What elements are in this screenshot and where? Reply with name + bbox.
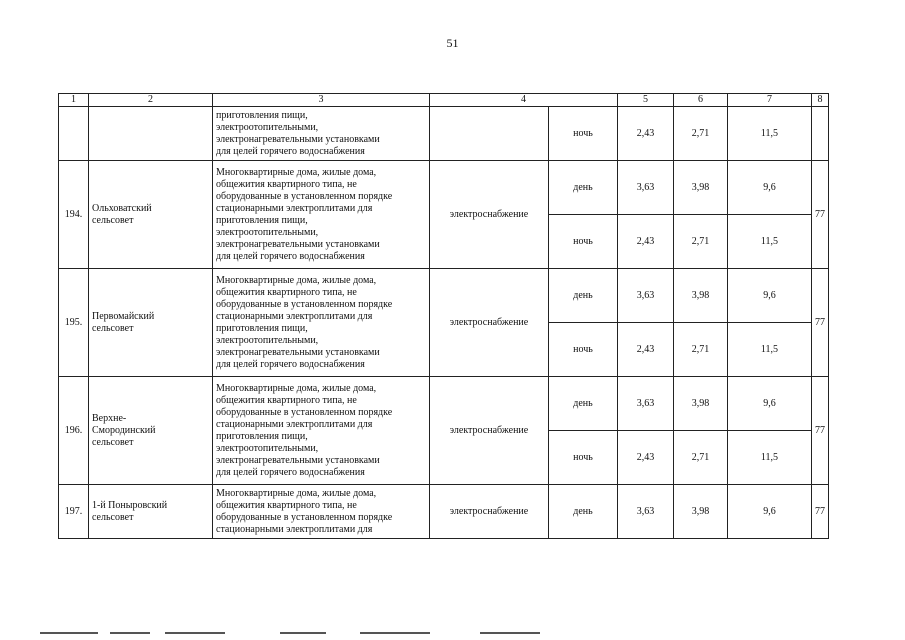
column-header: 1	[59, 94, 89, 107]
value-col7-cell: 9,6	[728, 269, 812, 323]
period-cell: ночь	[549, 107, 618, 161]
column-header: 8	[812, 94, 829, 107]
table-body	[59, 94, 829, 539]
column-header: 4	[430, 94, 618, 107]
value-col6-cell: 3,98	[674, 377, 728, 431]
period-cell: ночь	[549, 431, 618, 485]
row-number-cell: 195.	[59, 269, 89, 377]
municipality-cell: Первомайский сельсовет	[89, 269, 213, 377]
value-col8-cell	[812, 107, 829, 161]
value-col6-cell: 3,98	[674, 161, 728, 215]
column-header: 6	[674, 94, 728, 107]
value-col6-cell: 3,98	[674, 269, 728, 323]
municipality-cell: Ольховатский сельсовет	[89, 161, 213, 269]
description-cell: Многоквартирные дома, жилые дома, общежития квартирного типа, не оборудованные в установленном порядке стационарными электроплитами для приготовления пищи, электроотопительными, электронагревательными установками для целей горячего водоснабжения	[213, 161, 430, 269]
value-col5-cell: 3,63	[618, 161, 674, 215]
value-col5-cell: 3,63	[618, 485, 674, 539]
municipality-cell: Верхне- Смородинский сельсовет	[89, 377, 213, 485]
value-col5-cell: 2,43	[618, 107, 674, 161]
column-header: 5	[618, 94, 674, 107]
value-col6-cell: 2,71	[674, 215, 728, 269]
value-col5-cell: 2,43	[618, 215, 674, 269]
value-col6-cell: 2,71	[674, 431, 728, 485]
row-number-cell: 194.	[59, 161, 89, 269]
column-header: 2	[89, 94, 213, 107]
column-number-row	[59, 94, 829, 107]
table-row	[59, 107, 829, 161]
value-col7-cell: 11,5	[728, 215, 812, 269]
value-col7-cell: 9,6	[728, 485, 812, 539]
value-col8-cell: 77	[812, 161, 829, 269]
table-row	[59, 269, 829, 323]
page-number: 51	[446, 36, 459, 50]
period-cell: день	[549, 269, 618, 323]
municipality-cell: 1-й Поныровский сельсовет	[89, 485, 213, 539]
period-cell: ночь	[549, 323, 618, 377]
period-cell: ночь	[549, 215, 618, 269]
service-cell: электроснабжение	[430, 269, 549, 377]
table-row	[59, 377, 829, 431]
service-cell: электроснабжение	[430, 161, 549, 269]
value-col8-cell: 77	[812, 377, 829, 485]
row-number-cell: 196.	[59, 377, 89, 485]
description-cell: приготовления пищи, электроотопительными, электронагревательными установками для целей горячего водоснабжения	[213, 107, 430, 161]
value-col8-cell: 77	[812, 269, 829, 377]
municipality-cell	[89, 107, 213, 161]
column-header: 3	[213, 94, 430, 107]
description-cell: Многоквартирные дома, жилые дома, общежития квартирного типа, не оборудованные в установленном порядке стационарными электроплитами для приготовления пищи, электроотопительными, электронагревательными установками для целей горячего водоснабжения	[213, 377, 430, 485]
value-col8-cell: 77	[812, 485, 829, 539]
description-cell: Многоквартирные дома, жилые дома, общежития квартирного типа, не оборудованные в установленном порядке стационарными электроплитами для приготовления пищи, электроотопительными, электронагревательными установками для целей горячего водоснабжения	[213, 269, 430, 377]
service-cell: электроснабжение	[430, 377, 549, 485]
service-cell: электроснабжение	[430, 485, 549, 539]
value-col6-cell: 2,71	[674, 107, 728, 161]
period-cell: день	[549, 377, 618, 431]
value-col5-cell: 3,63	[618, 377, 674, 431]
value-col7-cell: 9,6	[728, 377, 812, 431]
period-cell: день	[549, 485, 618, 539]
row-number-cell	[59, 107, 89, 161]
table-row	[59, 161, 829, 215]
column-header: 7	[728, 94, 812, 107]
value-col7-cell: 11,5	[728, 431, 812, 485]
period-cell: день	[549, 161, 618, 215]
value-col7-cell: 11,5	[728, 107, 812, 161]
row-number-cell: 197.	[59, 485, 89, 539]
description-cell: Многоквартирные дома, жилые дома, общежития квартирного типа, не оборудованные в установленном порядке стационарными электроплитами для	[213, 485, 430, 539]
value-col7-cell: 9,6	[728, 161, 812, 215]
tariff-table	[58, 93, 829, 539]
service-cell	[430, 107, 549, 161]
table-row	[59, 485, 829, 539]
value-col6-cell: 3,98	[674, 485, 728, 539]
value-col7-cell: 11,5	[728, 323, 812, 377]
value-col6-cell: 2,71	[674, 323, 728, 377]
value-col5-cell: 2,43	[618, 323, 674, 377]
value-col5-cell: 2,43	[618, 431, 674, 485]
value-col5-cell: 3,63	[618, 269, 674, 323]
